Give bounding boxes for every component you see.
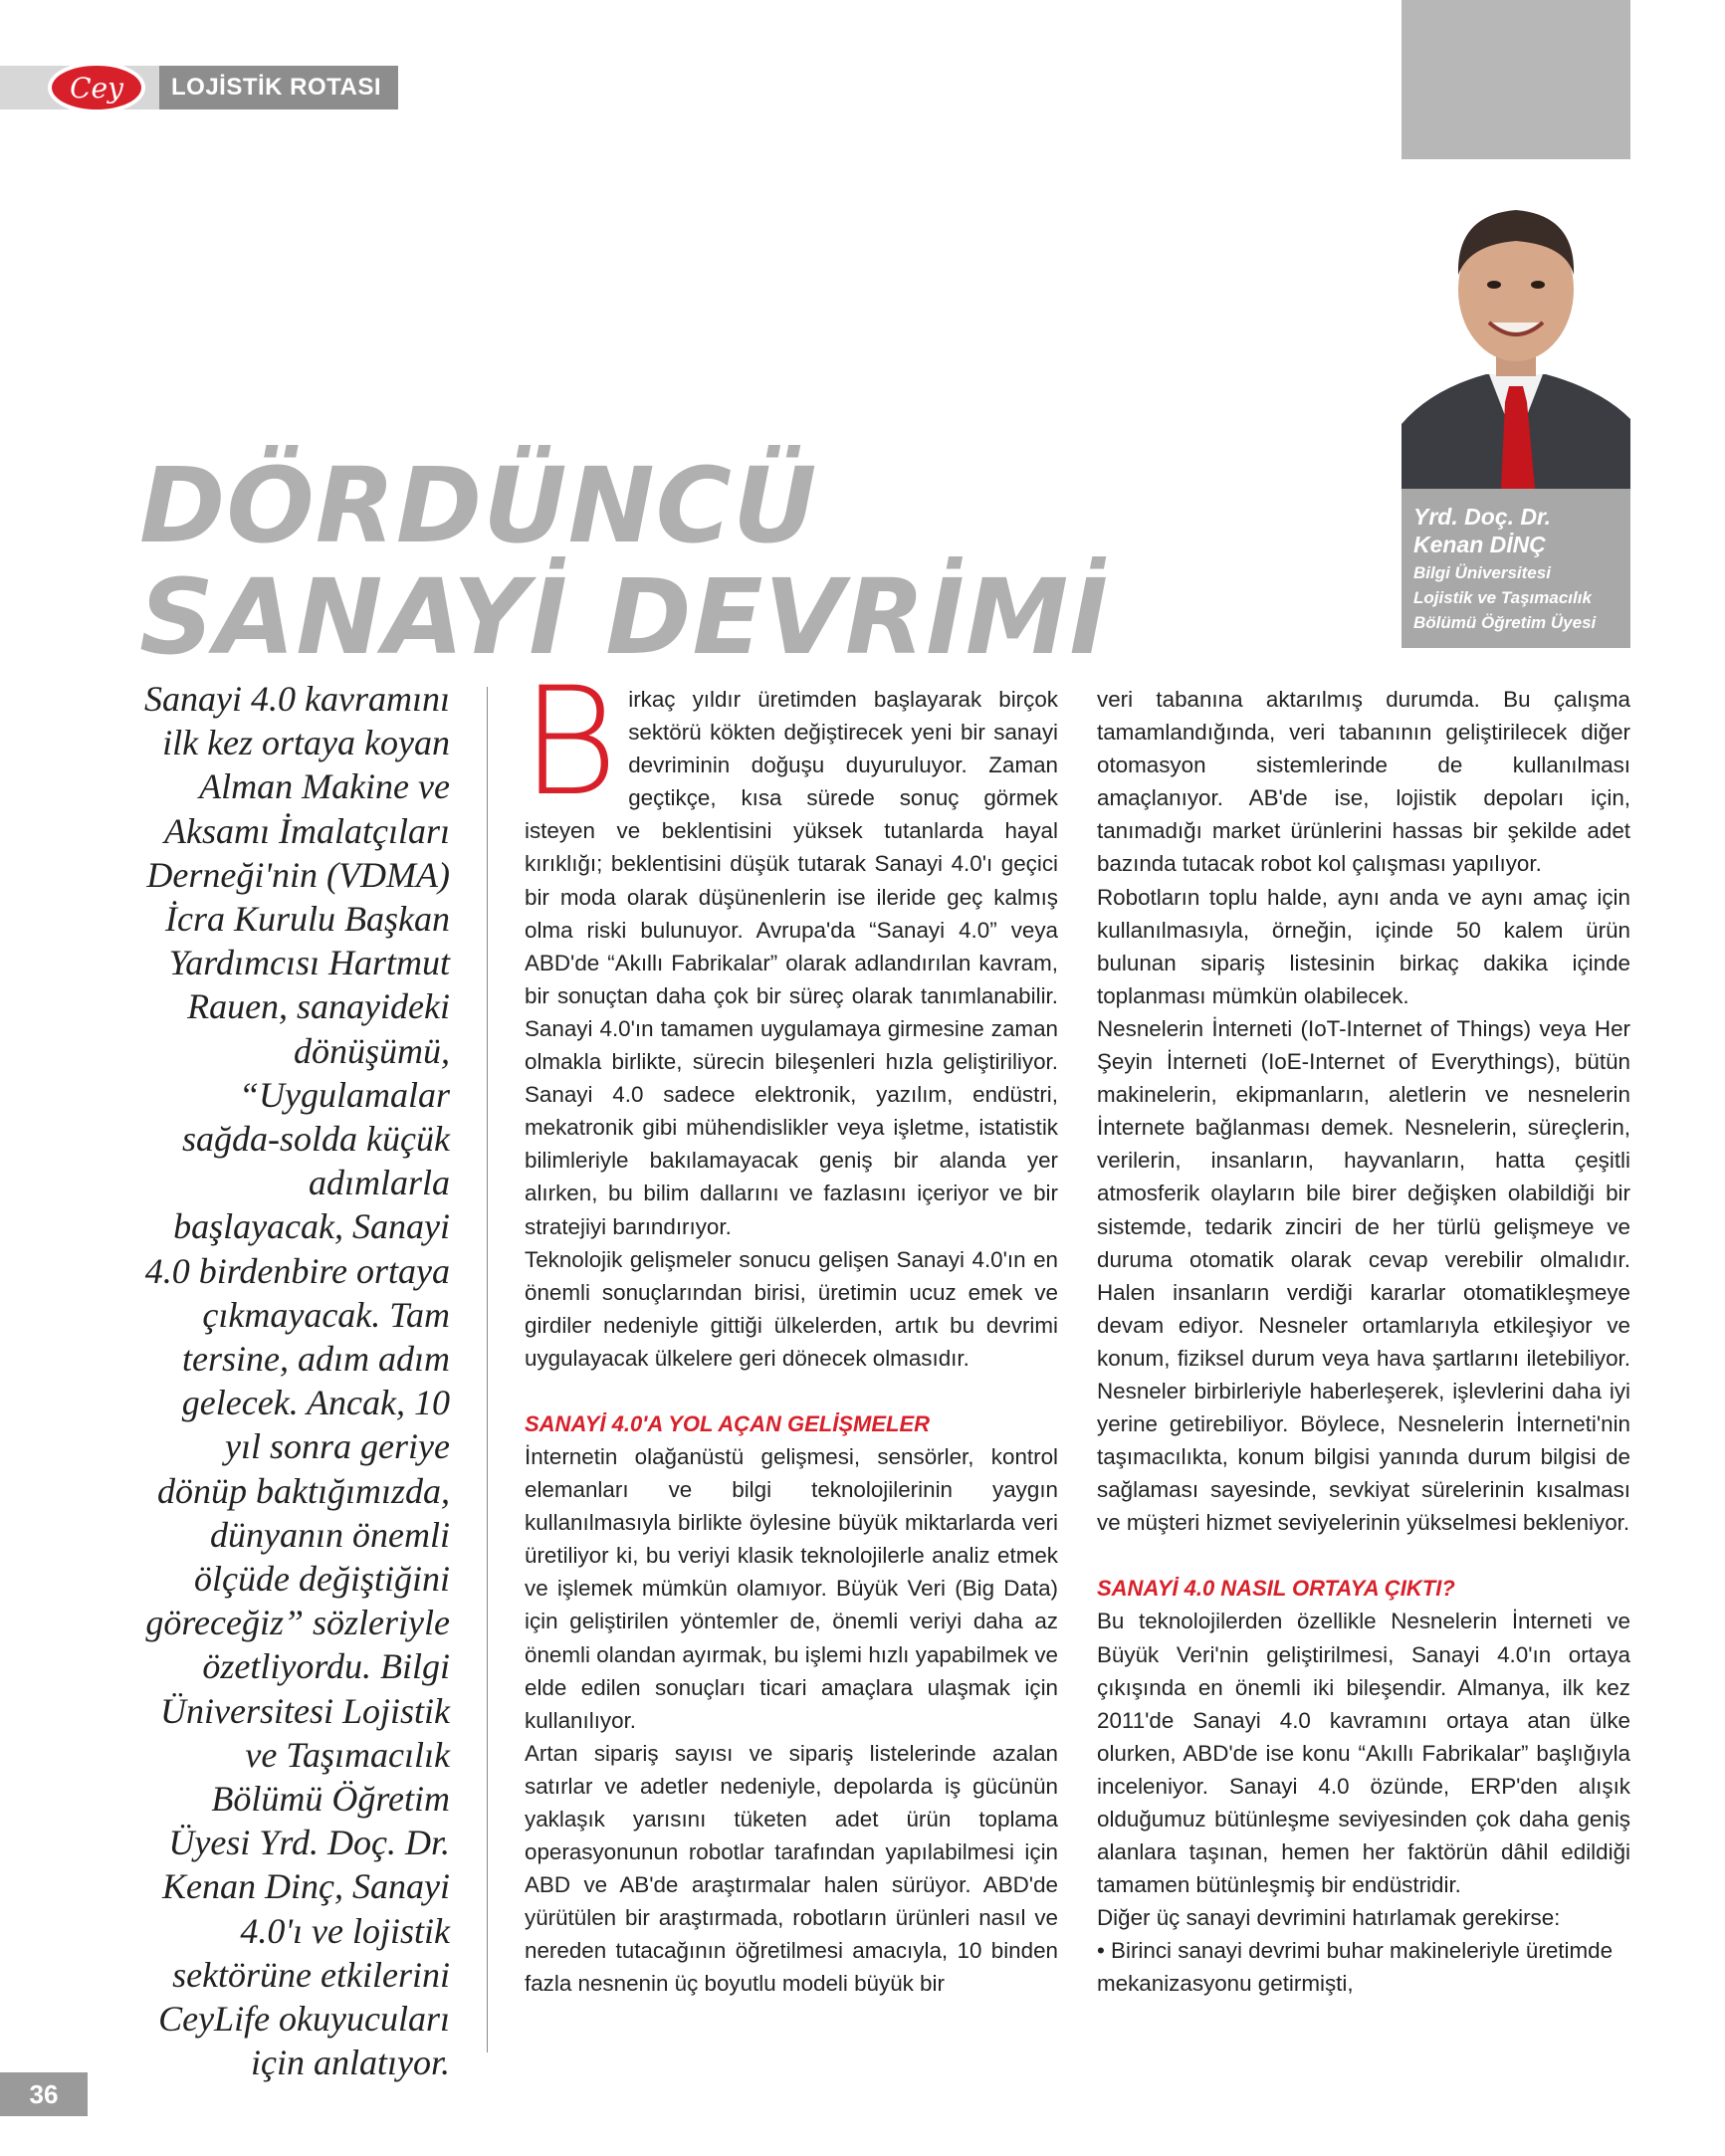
author-name: Kenan DİNÇ — [1413, 532, 1546, 557]
drop-cap: B — [521, 656, 619, 829]
magazine-logo: Cey — [48, 62, 145, 113]
article-title-line-1: DÖRDÜNCÜ — [139, 445, 818, 566]
section-label: LOJİSTİK ROTASI — [159, 66, 398, 109]
page-number: 36 — [0, 2072, 88, 2116]
paragraph-intro — [521, 656, 1058, 1243]
paragraph: Bu teknolojilerden özellikle Nesnelerin İnterneti ve Büyük Veri'nin geliştirilmesi, Sanayi 4.0'ın ortaya çıkışında en önemli iki bileşendir. Almanya, ilk kez 2011'de Sanayi 4.0 kavramını ortaya atan ülke olurken, ABD'de ise konu “Akıllı Fabrikalar” başlığıyla inceleniyor. Sanayi 4.0 özünde, ERP'den alışık olduğumuz bütünleşme seviyesinden çok daha geniş alanlara taşınan, hemen her faktörün dâhil edildiği tamamen bütünleşmiş bir endüstridir. — [1097, 1609, 1630, 1898]
author-photo — [1402, 175, 1630, 489]
paragraph: Robotların toplu halde, aynı anda ve aynı amaç için kullanılmasıyla, örneğin, içinde 50 kalem ürün bulunan sipariş listesinin birkaç dakika içinde toplanması mümkün olabilecek. — [1097, 884, 1630, 1008]
paragraph-intro-text: irkaç yıldır üretimden başlayarak birçok sektörü kökten değiştirecek yeni bir sanayi devriminin doğuşu duyuruluyor. Zaman geçtikçe, kısa sürede sonuç görmek isteyen ve beklentisini yüksek tutanlarda hayal kırıklığı; beklentisini düşük tutarak Sanayi 4.0'ı geçici bir moda olarak düşünenlerin ise ileride geç kalmış olma riski bulunuyor. Avrupa'da “Sanayi 4.0” veya ABD'de “Akıllı Fabrikalar” olarak adlandırılan kavram, bir sonuçtan daha çok bir süreç olarak tanımlanabilir. Sanayi 4.0'ın tamamen uygulamaya girmesine zaman olmakla birlikte, sürecin bileşenleri hızla geliştiriliyor. Sanayi 4.0 sadece elektronik, yazılım, endüstri, mekatronik gibi mühendislikler veya işletme, istatistik bilimleriyle bakılamayacak geniş bir alanda yer alırken, bu bilim dallarını ve fazlasını içeriyor ve bir stratejiyi barındırıyor. — [525, 687, 1058, 1239]
paragraph: İnternetin olağanüstü gelişmesi, sensörler, kontrol elemanları ve bilgi teknolojilerinin yaygın kullanılmasıyla birlikte öylesine büyük miktarlarda veri üretiliyor ki, bu veriyi klasik teknolojilerle analiz etmek ve işlemek mümkün olamıyor. Büyük Veri (Big Data) için geliştirilen yöntemler de, önemli veriyi daha az önemli olandan ayırmak, bu işlemi hızlı yapabilmek ve elde edilen sonuçları ticari amaçlara ulaşmak için kullanılıyor. — [525, 1443, 1058, 1733]
paragraph: Nesnelerin İnterneti (IoT-Internet of Things) veya Her Şeyin İnterneti (IoE-Internet of Everythings), bütün makinelerin, ekipmanların, aletlerin ve nesnelerin İnternete bağlanması demek. Nesnelerin, süreçlerin, verilerin, insanların, hayvanların, hatta çeşitli atmosferik olayların bile birer değişken olabildiği bir sistemde, tedarik zinciri de her türlü gelişmeye ve duruma otomatik olarak cevap verebilir olmalıdır. Halen insanların verdiği kararlar otomatikleşmeye devam ediyor. Nesneler ortamlarıyla etkileşiyor ve konum, fiziksel durum veya hava şartlarını iletebiliyor. Nesneler birbirleriyle haberleşerek, işlevlerini daha iyi yerine getirebiliyor. Böylece, Nesnelerin İnterneti'nin taşımacılıkta, konum bilgisi yanında durum bilgisi de sağlaması sayesinde, sevkiyat sürelerinin kısalması ve müşteri hizmet seviyelerinin yükselmesi bekleniyor. — [1097, 1015, 1630, 1536]
author-caption — [1402, 489, 1630, 648]
article-title-line-2: SANAYİ DEVRİMİ — [139, 556, 1110, 678]
pull-quote: Sanayi 4.0 kavramını ilk kez ortaya koyan Alman Makine ve Aksamı İmalatçıları Derneği'nin (VDMA) İcra Kurulu Başkan Yardımcısı Hartmut Rauen, sanayideki dönüşümü, “Uygulamalar sağda-solda küçük adımlarla başlayacak, Sanayi 4.0 birdenbire ortaya çıkmayacak. Tam tersine, adım adım gelecek. Ancak, 10 yıl sonra geriye dönüp baktığımızda, dünyanın önemli ölçüde değiştiğini göreceğiz” sözleriyle özetliyordu. Bilgi Üniversitesi Lojistik ve Taşımacılık Bölümü Öğretim Üyesi Yrd. Doç. Dr. Kenan Dinç, Sanayi 4.0'ı ve lojistik sektörüne etkilerini CeyLife okuyucuları için anlatıyor. — [144, 679, 450, 2083]
author-affiliation-3: Bölümü Öğretim Üyesi — [1413, 613, 1597, 632]
paragraph: Diğer üç sanayi devrimini hatırlamak gerekirse: — [1097, 1905, 1561, 1931]
article-column-1 — [521, 656, 1058, 2056]
paragraph: Teknolojik gelişmeler sonucu gelişen Sanayi 4.0'ın en önemli sonuçlarından birisi, üretimin ucuz emek ve girdiler nedeniyle gittiği ülkelerden, artık bu devrimi uygulayacak ülkelere geri dönecek olmasıdır. — [525, 1246, 1058, 1371]
paragraph: veri tabanına aktarılmış durumda. Bu çalışma tamamlandığında, veri tabanının geliştirilecek diğer otomasyon sistemlerinde de kullanılması amaçlanıyor. AB'de ise, lojistik depoları için, tanımadığı market ürünlerini hassas bir şekilde adet bazında tutacak robot kol çalışması yapılıyor. — [1097, 687, 1630, 877]
column-divider — [487, 687, 488, 2052]
bullet-item: • Birinci sanayi devrimi buhar makineleriyle üretimde mekanizasyonu getirmişti, — [1097, 1938, 1614, 1997]
author-affiliation-1: Bilgi Üniversitesi — [1413, 563, 1551, 582]
section-heading: SANAYİ 4.0 NASIL ORTAYA ÇIKTI? — [1097, 1576, 1455, 1602]
author-affiliation-2: Lojistik ve Taşımacılık — [1413, 588, 1592, 607]
paragraph: Artan sipariş sayısı ve sipariş listelerinde azalan satırlar ve adetler nedeniyle, depolarda iş gücünün yaklaşık yarısını tüketen adet ürün toplama operasyonunun robotlar tarafından yapılabilmesi için ABD ve AB'de araştırmalar halen sürüyor. ABD'de yürütülen bir araştırmada, robotların ürünleri nasıl ve nereden tutacağının öğretilmesi amacıyla, 10 binden fazla nesnenin üç boyutlu modeli büyük bir — [525, 1740, 1058, 1997]
article-column-2 — [1097, 683, 1630, 2056]
article-title — [139, 445, 1110, 678]
author-title: Yrd. Doç. Dr. — [1413, 504, 1552, 530]
decorative-block — [1402, 0, 1630, 159]
section-heading: SANAYİ 4.0'A YOL AÇAN GELİŞMELER — [525, 1410, 930, 1436]
